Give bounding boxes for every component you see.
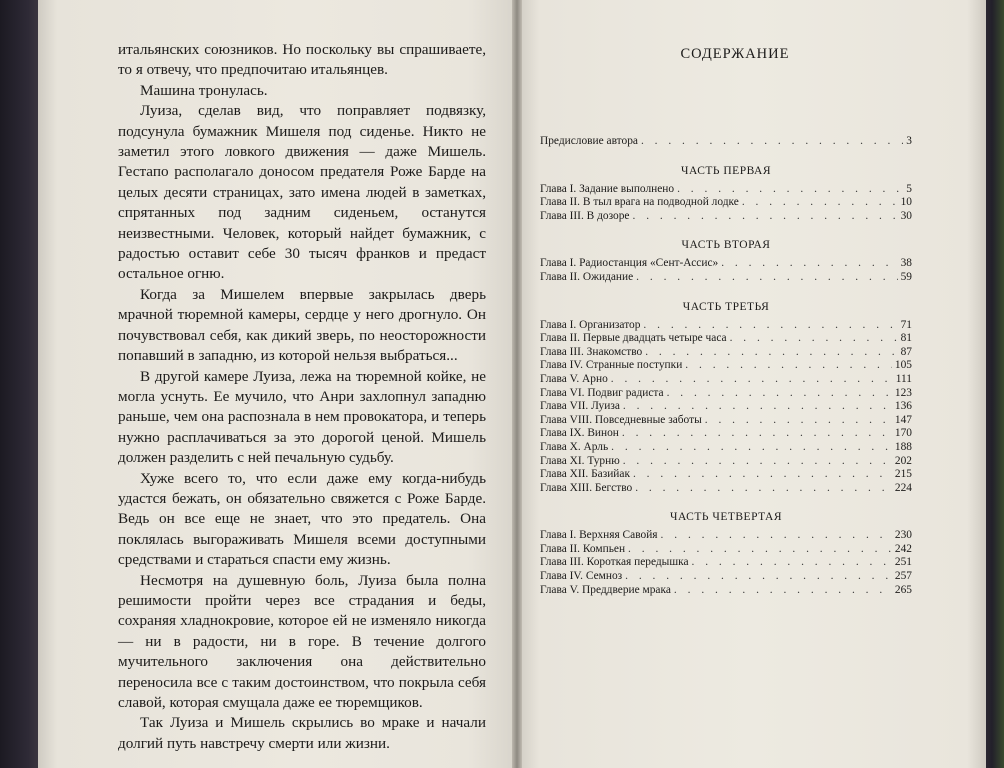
dot-leader — [633, 210, 898, 224]
toc-entry-page: 170 — [894, 427, 912, 440]
toc-entry — [540, 482, 912, 496]
left-page-text — [118, 40, 486, 754]
dot-leader — [674, 584, 892, 598]
toc-entry — [540, 468, 912, 482]
dot-leader — [628, 543, 892, 557]
toc-entry-title: Глава VIII. Повседневные заботы — [540, 413, 702, 426]
toc-entry-page: 10 — [900, 196, 912, 209]
toc-entry-page: 3 — [906, 135, 912, 147]
toc-entry — [540, 556, 912, 570]
toc-entry-title: Предисловие автора — [540, 135, 638, 147]
toc-entry — [540, 414, 912, 428]
toc-entry — [540, 257, 912, 271]
dot-leader — [623, 455, 892, 469]
dot-leader — [636, 271, 897, 285]
toc-entry-page: 123 — [894, 386, 912, 399]
toc-entry — [540, 346, 912, 360]
toc-entry-title: Глава II. Первые двадцать четыре часа — [540, 332, 727, 345]
toc-entry-page: 224 — [894, 481, 912, 494]
part-heading: ЧАСТЬ ПЕРВАЯ — [680, 164, 772, 177]
book-gutter — [512, 0, 522, 768]
toc-entry-page: 111 — [895, 372, 912, 385]
dot-leader — [633, 468, 892, 482]
toc-entry-page: 59 — [900, 270, 912, 283]
toc-entry-title: Глава II. Компьен — [540, 542, 626, 555]
toc-entry-page: 105 — [894, 359, 912, 372]
dot-leader — [661, 529, 892, 543]
toc-entry-page: 251 — [894, 556, 912, 569]
dot-leader — [730, 332, 898, 346]
toc-entry-title: Глава XI. Турню — [540, 454, 620, 467]
toc-entry-page: 215 — [894, 468, 912, 481]
dot-leader — [625, 570, 892, 584]
toc-entry — [540, 400, 912, 414]
toc-entry-title: Глава V. Преддверие мрака — [540, 583, 671, 596]
toc-entry-title: Глава XII. Базийак — [540, 468, 630, 481]
toc-entry — [540, 359, 912, 373]
toc-entry-page: 188 — [894, 440, 912, 453]
toc-entry — [540, 455, 912, 469]
toc-entry-page: 230 — [894, 529, 912, 542]
part-heading: ЧАСТЬ ЧЕТВЕРТАЯ — [669, 511, 783, 524]
background-left — [0, 0, 40, 768]
part-heading: ЧАСТЬ ВТОРАЯ — [681, 239, 771, 252]
dot-leader — [611, 373, 893, 387]
toc-entry-title: Глава X. Арль — [540, 440, 609, 453]
toc-entry — [540, 210, 912, 224]
toc-entry-page: 136 — [894, 400, 912, 413]
dot-leader — [667, 387, 892, 401]
toc-entry — [540, 570, 912, 584]
toc-entry-page: 5 — [906, 182, 912, 195]
contents-title: СОДЕРЖАНИЕ — [680, 46, 790, 62]
toc-entry-page: 202 — [894, 454, 912, 467]
dot-leader — [742, 196, 898, 210]
paragraph: итальянских союзников. Но поскольку вы спрашиваете, то я отвечу, что предпочитаю итальянцев. — [118, 41, 486, 79]
paragraph: Несмотря на душевную боль, Луиза была полна решимости пройти через все страдания и беды, сохраняя хладнокровие, которое ей не изменяло никогда — ни в радости, ни в горе. В течение долгого мучительного заключения она действительно переносила все с таким достоинством, что покрыла себя славой, которая смущала даже ее тюремщиков. — [118, 571, 486, 711]
toc-entry-page: 147 — [894, 413, 912, 426]
toc-entry-title: Глава IV. Семноз — [540, 570, 623, 583]
paragraph: Так Луиза и Мишель скрылись во мраке и начали долгий путь навстречу смерти или жизни. — [118, 714, 486, 752]
paragraph: Машина тронулась. — [140, 81, 268, 99]
toc-entry — [540, 441, 912, 455]
toc-entry-title: Глава II. Ожидание — [540, 270, 634, 283]
toc-entry-page: 242 — [894, 542, 912, 555]
toc-entry-page: 257 — [894, 570, 912, 583]
toc-entry-title: Глава II. В тыл врага на подводной лодке — [540, 196, 739, 209]
toc-entry-title: Глава III. Короткая передышка — [540, 556, 689, 569]
dot-leader — [692, 556, 892, 570]
dot-leader — [635, 482, 892, 496]
toc-entry — [540, 183, 912, 197]
dot-leader — [611, 441, 892, 455]
toc-entry — [540, 373, 912, 387]
toc-entry-page: 30 — [900, 209, 912, 222]
paragraph: В другой камере Луиза, лежа на тюремной койке, не могла уснуть. Ее мучило, что Анри захлопнул западню раньше, чем она распознала в нем провокатора, и теперь нужно расплачиваться за это дорогой ценой. Мишель должен разделить с ней печальную судьбу. — [118, 367, 486, 467]
toc-entry-page: 87 — [900, 345, 912, 358]
toc-entry — [540, 529, 912, 543]
toc-entry-title: Глава IV. Странные поступки — [540, 359, 683, 372]
part-heading: ЧАСТЬ ТРЕТЬЯ — [682, 300, 770, 313]
toc-entry — [540, 332, 912, 346]
dot-leader — [721, 257, 897, 271]
toc-entry — [540, 584, 912, 598]
paragraph: Луиза, сделав вид, что поправляет подвязку, подсунула бумажник Мишеля под сиденье. Никто не заметил этого ловкого движения — даже Мишель. Гестапо располагало доносом предателя Роже Барде на целых десяти страницах, зато имена людей в заметках, спрятанных под задним сиденьем, останутся неизвестными. Человек, который найдет бумажник, с радостью оставит себе 30 тысяч франков и предаст остальное огню. — [118, 102, 486, 283]
table-of-contents — [540, 46, 912, 597]
dot-leader — [643, 319, 897, 333]
dot-leader — [645, 346, 897, 360]
toc-parts — [540, 165, 912, 598]
dot-leader — [677, 183, 903, 197]
toc-entry — [540, 543, 912, 557]
toc-entry-preface — [540, 135, 912, 149]
toc-entry-title: Глава III. Знакомство — [540, 345, 643, 358]
toc-entry-title: Глава VI. Подвиг радиста — [540, 386, 664, 399]
toc-entry-title: Глава V. Арно — [540, 372, 608, 385]
toc-entry-title: Глава VII. Луиза — [540, 400, 620, 413]
paragraph: Когда за Мишелем впервые закрылась дверь мрачной тюремной камеры, сердце у него дрогнуло. Он почувствовал себя, как дикий зверь, по неосторожности попавший в западню, из которой нельзя выбраться... — [118, 285, 486, 365]
toc-entry-title: Глава I. Верхняя Савойя — [540, 529, 658, 542]
toc-entry — [540, 271, 912, 285]
toc-entry — [540, 387, 912, 401]
dot-leader — [623, 400, 892, 414]
toc-entry-page: 81 — [900, 332, 912, 345]
toc-entry — [540, 319, 912, 333]
toc-entry — [540, 427, 912, 441]
toc-entry-title: Глава IX. Винон — [540, 427, 619, 440]
toc-entry-title: Глава I. Организатор — [540, 318, 641, 331]
toc-entry-page: 265 — [894, 583, 912, 596]
toc-entry-title: Глава I. Задание выполнено — [540, 182, 675, 195]
paragraph: Хуже всего то, что если даже ему когда-нибудь удастся бежать, он обязательно свяжется с Роже Барде. Ведь он все еще не знает, что это предатель. Она поклялась выгораживать Мишеля всеми доступными средствами и стараться спасти ему жизнь. — [118, 469, 486, 569]
dot-leader — [685, 359, 892, 373]
dot-leader — [705, 414, 892, 428]
toc-entry-title: Глава III. В дозоре — [540, 209, 630, 222]
toc-entry-page: 71 — [900, 318, 912, 331]
toc-entry-title: Глава XIII. Бегство — [540, 481, 633, 494]
toc-entry-page: 38 — [900, 257, 912, 270]
dot-leader — [622, 427, 892, 441]
dot-leader — [641, 135, 903, 149]
toc-entry-title: Глава I. Радиостанция «Сент-Ассис» — [540, 257, 719, 270]
toc-entry — [540, 196, 912, 210]
